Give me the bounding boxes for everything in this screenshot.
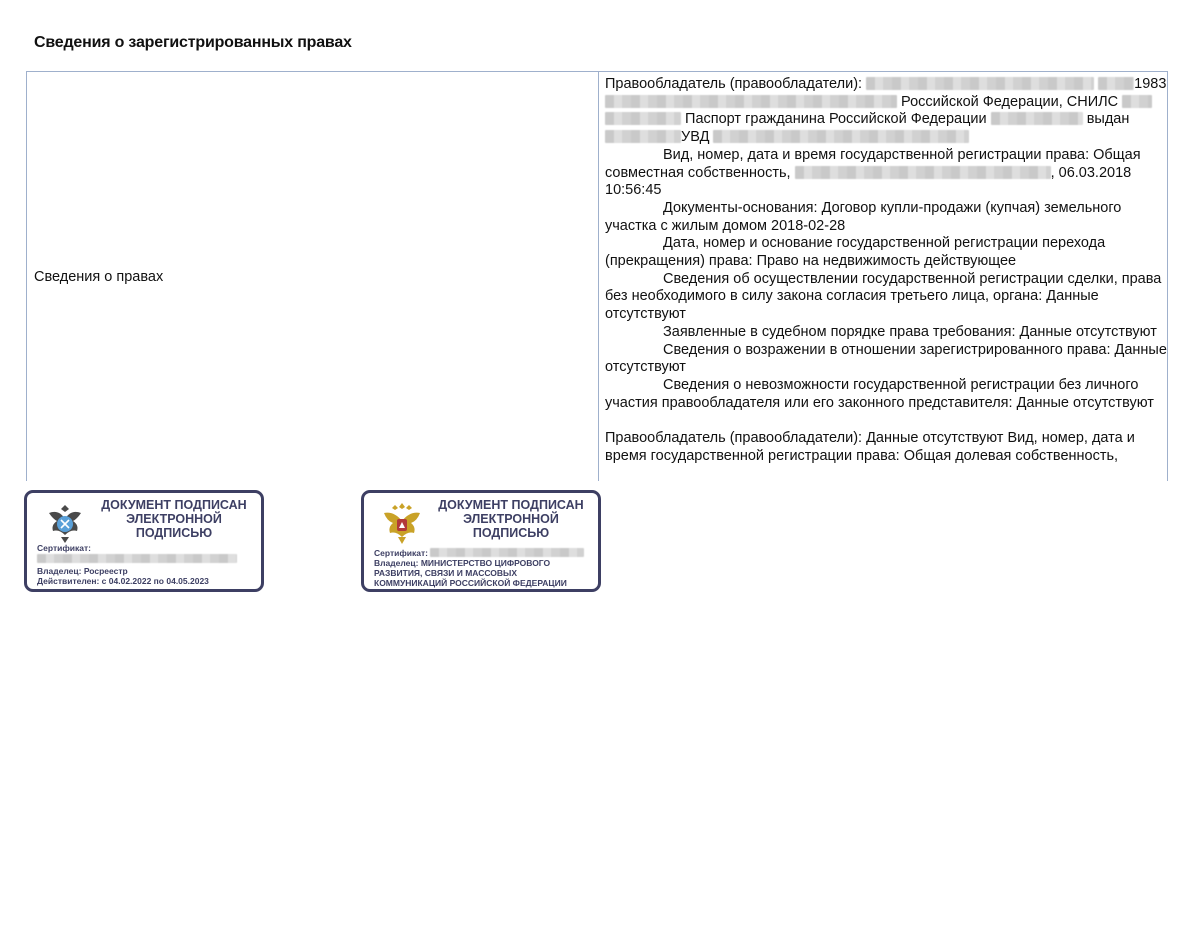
- holder-2-block: Правообладатель (правообладатели): Данные отсутствуют Вид, номер, дата и время государственной регистрации права: Общая долевая собственность,: [605, 430, 1135, 464]
- rights-content-cell: [605, 76, 1167, 465]
- right-type-block: [605, 147, 1167, 200]
- reg-datetime: , 06.03.2018 10:56:45: [605, 164, 1132, 199]
- section-heading: Сведения о зарегистрированных правах: [34, 34, 352, 51]
- russian-coat-of-arms-icon: [378, 499, 426, 547]
- stamp-2-title: ДОКУМЕНТ ПОДПИСАН ЭЛЕКТРОННОЙ ПОДПИСЬЮ: [438, 498, 584, 540]
- transition-info: Дата, номер и основание государственной регистрации перехода (прекращения) права: Право на недвижимость действующее: [605, 235, 1106, 270]
- redacted-issuer: [713, 130, 969, 143]
- redacted-issue-date: [605, 130, 681, 143]
- holder-1-passport: Паспорт гражданина Российской Федерации: [685, 111, 987, 128]
- deal-info: Сведения об осуществлении государственной регистрации сделки, права без необходимого в силу закона согласия третьего лица, органа: Данные отсутствуют: [605, 270, 1162, 323]
- holder-1-citizenship: Российской Федерации, СНИЛС: [901, 93, 1119, 110]
- stamp-1-title: ДОКУМЕНТ ПОДПИСАН ЭЛЕКТРОННОЙ ПОДПИСЬЮ: [101, 498, 247, 540]
- redacted-snils-2: [605, 112, 681, 125]
- signature-stamp-ministry: [361, 490, 601, 592]
- holder-1-block: [605, 76, 1167, 147]
- holder-1-uvd: УВД: [681, 129, 710, 146]
- redacted-birthplace: [605, 95, 897, 108]
- impossibility-info: Сведения о невозможности государственной регистрации без личного участия правообладателя или его законного представителя: Данные отсутствуют: [605, 376, 1154, 411]
- stamp-2-owner: Владелец: МИНИСТЕРСТВО ЦИФРОВОГО РАЗВИТИЯ, СВЯЗИ И МАССОВЫХ КОММУНИКАЦИЙ РОССИЙСКОЙ ФЕДЕРАЦИИ: [374, 558, 567, 588]
- redacted-cert-number: [37, 554, 237, 563]
- stamp-1-cert-label: Сертификат:: [37, 543, 91, 553]
- redacted-name: [866, 77, 1094, 90]
- rosreestr-eagle-icon: [41, 499, 89, 547]
- right-type: Вид, номер, дата и время государственной регистрации права: Общая совместная собственность,: [605, 146, 1141, 181]
- redacted-cert-number-2: [430, 548, 584, 557]
- redacted-passport-number: [991, 112, 1083, 125]
- holder-1-issued: выдан: [1086, 111, 1130, 128]
- stamp-1-owner: Владелец: Росреестр: [37, 566, 128, 576]
- rights-table: [26, 71, 1168, 481]
- rights-label-cell: Сведения о правах: [34, 269, 164, 285]
- objection-info: Сведения о возражении в отношении зарегистрированного права: Данные отсутствуют: [605, 341, 1167, 376]
- claims-info: Заявленные в судебном порядке права требования: Данные отсутствуют: [663, 323, 1157, 340]
- documents-basis: Документы-основания: Договор купли-продажи (купчая) земельного участка с жилым домом 2018-02-28: [605, 199, 1122, 234]
- holder-1-prefix: Правообладатель (правообладатели):: [605, 76, 863, 92]
- holder-1-year: 1983: [1134, 76, 1167, 92]
- redacted-reg-number: [795, 166, 1051, 179]
- stamp-2-cert-label: Сертификат:: [374, 548, 428, 558]
- signature-stamp-rosreestr: [24, 490, 264, 592]
- redacted-snils: [1122, 95, 1152, 108]
- redacted-birthdate: [1098, 77, 1134, 90]
- stamp-1-validity: Действителен: с 04.02.2022 по 04.05.2023: [37, 576, 209, 586]
- column-divider: [598, 72, 599, 481]
